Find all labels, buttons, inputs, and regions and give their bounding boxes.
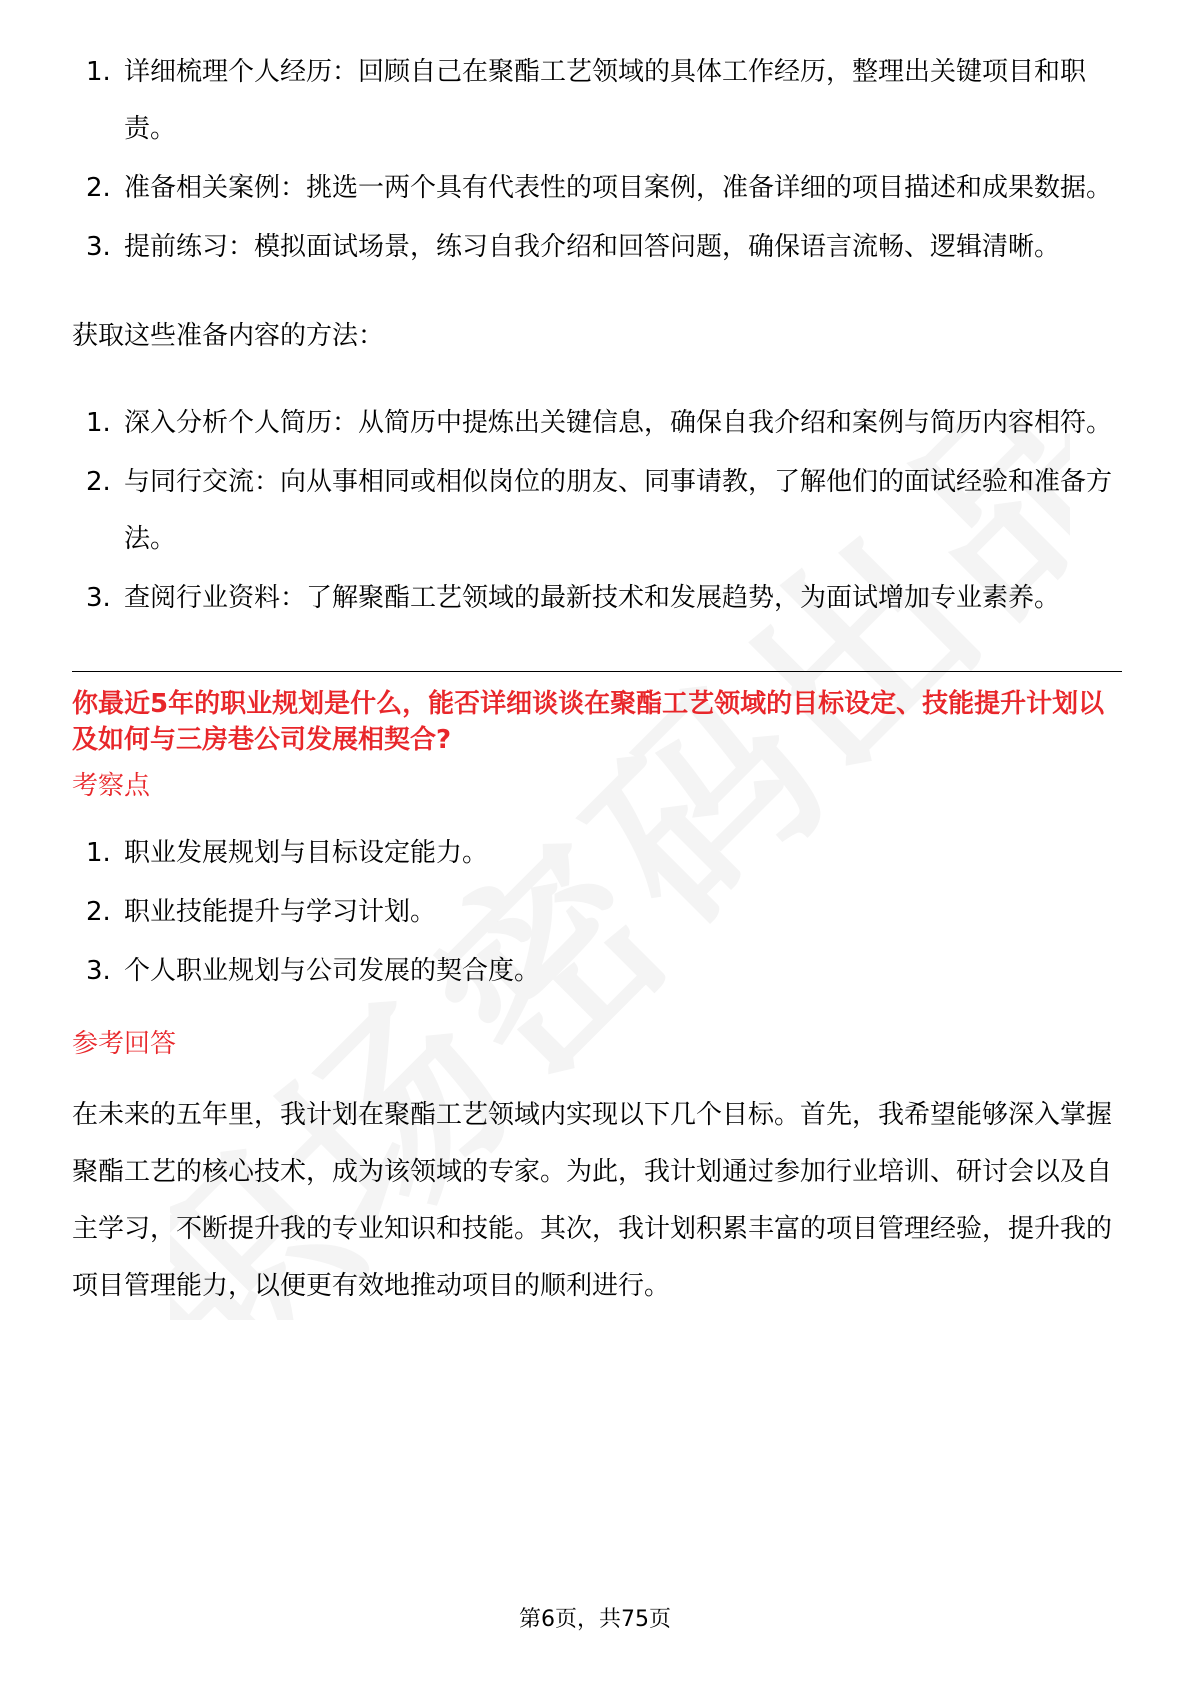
page-content xyxy=(72,44,1122,1315)
list-number: 1. xyxy=(86,57,111,87)
list-item xyxy=(72,44,1122,158)
list-item xyxy=(72,160,1122,217)
list-number: 1. xyxy=(86,838,111,868)
methods-intro: 获取这些准备内容的方法： xyxy=(72,321,385,351)
list-text: 职业发展规划与目标设定能力。 xyxy=(124,838,489,868)
list-number: 3. xyxy=(86,583,111,613)
list-text: 查阅行业资料：了解聚酯工艺领域的最新技术和发展趋势，为面试增加专业素养。 xyxy=(124,583,1061,613)
list-number: 3. xyxy=(86,232,111,262)
list-text: 与同行交流：向从事相同或相似岗位的朋友、同事请教，了解他们的面试经验和准备方法。 xyxy=(124,467,1113,554)
answer-paragraph: 在未来的五年里，我计划在聚酯工艺领域内实现以下几个目标。首先，我希望能够深入掌握聚酯工艺的核心技术，成为该领域的专家。为此，我计划通过参加行业培训、研讨会以及自主学习，不断提升我的专业知识和技能。其次，我计划积累丰富的项目管理经验，提升我的项目管理能力，以便更有效地推动项目的顺利进行。 xyxy=(72,1100,1113,1301)
focus-heading: 考察点 xyxy=(72,771,151,801)
list-number: 1. xyxy=(86,408,111,438)
list-text: 准备相关案例：挑选一两个具有代表性的项目案例，准备详细的项目描述和成果数据。 xyxy=(124,173,1113,203)
methods-list xyxy=(72,395,1122,627)
list-text: 职业技能提升与学习计划。 xyxy=(124,897,437,927)
interview-question: 你最近5年的职业规划是什么，能否详细谈谈在聚酯工艺领域的目标设定、技能提升计划以及如何与三房巷公司发展相契合? xyxy=(72,689,1105,755)
list-number: 2. xyxy=(86,467,111,497)
page-number: 第6页，共75页 xyxy=(519,1607,671,1632)
list-number: 2. xyxy=(86,173,111,203)
list-text: 提前练习：模拟面试场景，练习自我介绍和回答问题，确保语言流畅、逻辑清晰。 xyxy=(124,232,1061,262)
list-number: 2. xyxy=(86,897,111,927)
list-item xyxy=(72,570,1122,627)
list-item xyxy=(72,884,1122,941)
list-item xyxy=(72,825,1122,882)
list-text: 深入分析个人简历：从简历中提炼出关键信息，确保自我介绍和案例与简历内容相符。 xyxy=(124,408,1113,438)
focus-list xyxy=(72,825,1122,1000)
answer-heading: 参考回答 xyxy=(72,1029,177,1059)
list-item xyxy=(72,219,1122,276)
list-text: 个人职业规划与公司发展的契合度。 xyxy=(124,956,541,986)
prep-list xyxy=(72,44,1122,276)
list-item xyxy=(72,395,1122,452)
list-item xyxy=(72,943,1122,1000)
section-divider xyxy=(72,671,1122,672)
list-item xyxy=(72,454,1122,568)
list-text: 详细梳理个人经历：回顾自己在聚酯工艺领域的具体工作经历，整理出关键项目和职责。 xyxy=(124,57,1087,144)
list-number: 3. xyxy=(86,956,111,986)
